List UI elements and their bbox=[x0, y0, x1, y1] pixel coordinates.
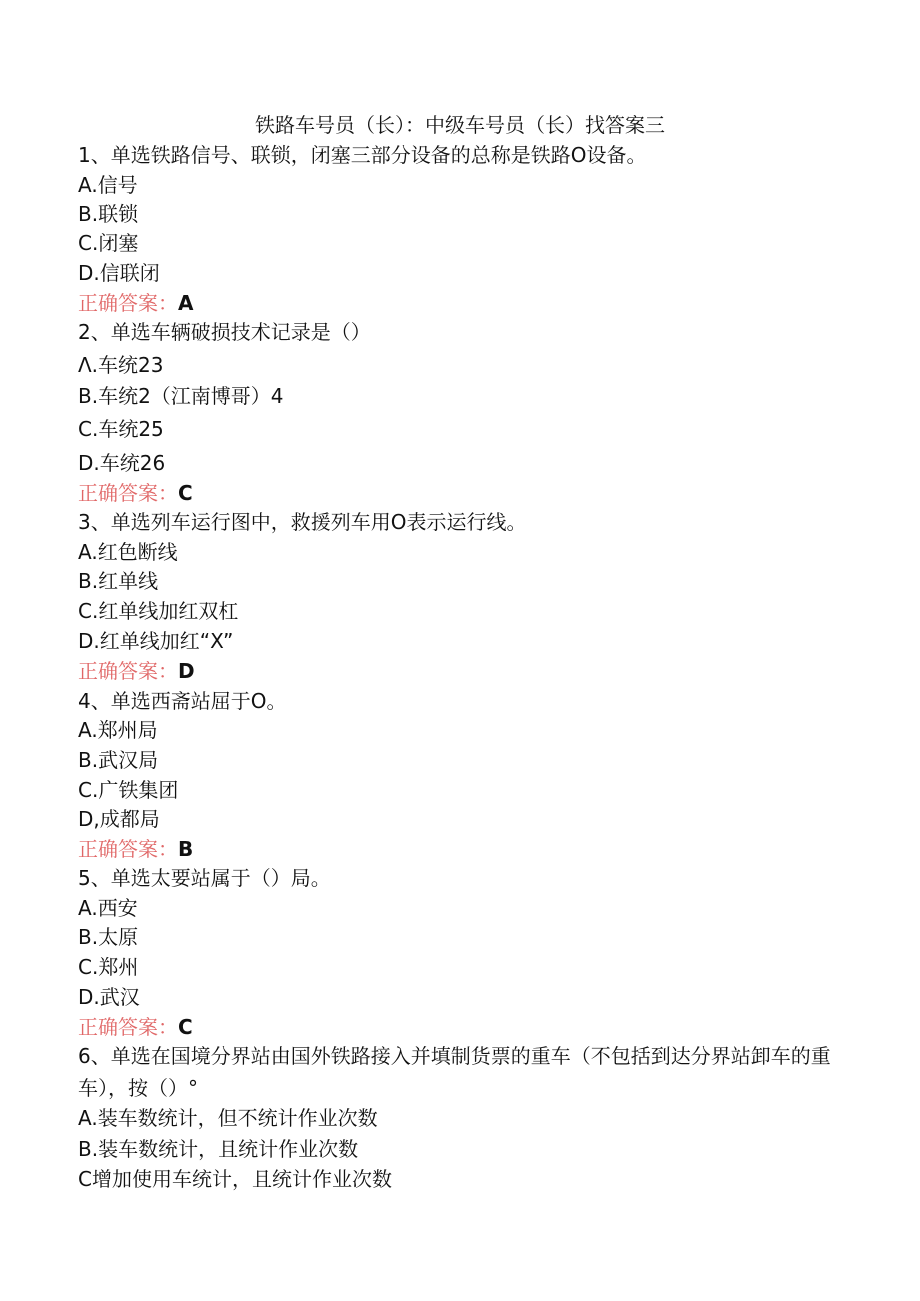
question-3-text: 3、单选列车运行图中，救援列车用O表示运行线。 bbox=[78, 510, 527, 534]
question-5-option-b: B.太原 bbox=[78, 925, 139, 949]
question-1-option-b: B.联锁 bbox=[78, 202, 139, 226]
answer-value: B bbox=[178, 837, 194, 861]
question-2-option-d: D.车统26 bbox=[78, 451, 166, 475]
question-4-option-b: B.武汉局 bbox=[78, 748, 159, 772]
question-5-option-c: C.郑州 bbox=[78, 955, 139, 979]
question-3-option-a: A.红色断线 bbox=[78, 540, 178, 564]
question-3-option-d: D.红单线加红“X” bbox=[78, 629, 234, 653]
question-6-text: 6、单选在国境分界站由国外铁路接入并填制货票的重车（不包括到达分界站卸车的重车），按（）° bbox=[78, 1044, 831, 1100]
answer-value: C bbox=[178, 1015, 193, 1039]
question-5-option-a: A.西安 bbox=[78, 896, 138, 920]
document-title: 铁路车号员（长）：中级车号员（长）找答案三 bbox=[255, 113, 665, 137]
answer-label: 正确答案： bbox=[78, 1015, 178, 1039]
question-6-option-b: B.装车数统计，且统计作业次数 bbox=[78, 1137, 359, 1161]
question-1-option-a: A.信号 bbox=[78, 173, 138, 197]
answer-value: A bbox=[178, 291, 194, 315]
question-1-option-d: D.信联闭 bbox=[78, 261, 160, 285]
question-3-option-b: B.红单线 bbox=[78, 569, 159, 593]
answer-value: C bbox=[178, 481, 193, 505]
question-6-option-a: A.装车数统计，但不统计作业次数 bbox=[78, 1106, 378, 1130]
question-1-text: 1、单选铁路信号、联锁，闭塞三部分设备的总称是铁路O设备。 bbox=[78, 143, 647, 167]
answer-value: D bbox=[178, 659, 195, 683]
question-4-answer bbox=[78, 834, 193, 864]
question-2-text: 2、单选车辆破损技术记录是（） bbox=[78, 320, 371, 344]
answer-label: 正确答案： bbox=[78, 481, 178, 505]
question-3-option-c: C.红单线加红双杠 bbox=[78, 599, 239, 623]
question-2-answer bbox=[78, 478, 193, 508]
answer-label: 正确答案： bbox=[78, 837, 178, 861]
question-5-text: 5、单选太要站属于（）局。 bbox=[78, 866, 331, 890]
answer-label: 正确答案： bbox=[78, 659, 178, 683]
question-4-text: 4、单选西斋站屈于O。 bbox=[78, 689, 287, 713]
question-6-option-c: C增加使用车统计，且统计作业次数 bbox=[78, 1167, 392, 1191]
question-1-answer bbox=[78, 288, 193, 318]
question-5-option-d: D.武汉 bbox=[78, 985, 140, 1009]
question-4-option-a: A.郑州局 bbox=[78, 718, 158, 742]
question-5-answer bbox=[78, 1012, 193, 1042]
question-1-option-c: C.闭塞 bbox=[78, 231, 139, 255]
question-4-option-d: D,成都局 bbox=[78, 807, 160, 831]
question-4-option-c: C.广铁集团 bbox=[78, 778, 179, 802]
answer-label: 正确答案： bbox=[78, 291, 178, 315]
question-2-option-b: B.车统2（江南博哥）4 bbox=[78, 384, 284, 408]
question-2-option-c: C.车统25 bbox=[78, 417, 164, 441]
question-2-option-a: Λ.车统23 bbox=[78, 353, 164, 377]
question-3-answer bbox=[78, 656, 195, 686]
